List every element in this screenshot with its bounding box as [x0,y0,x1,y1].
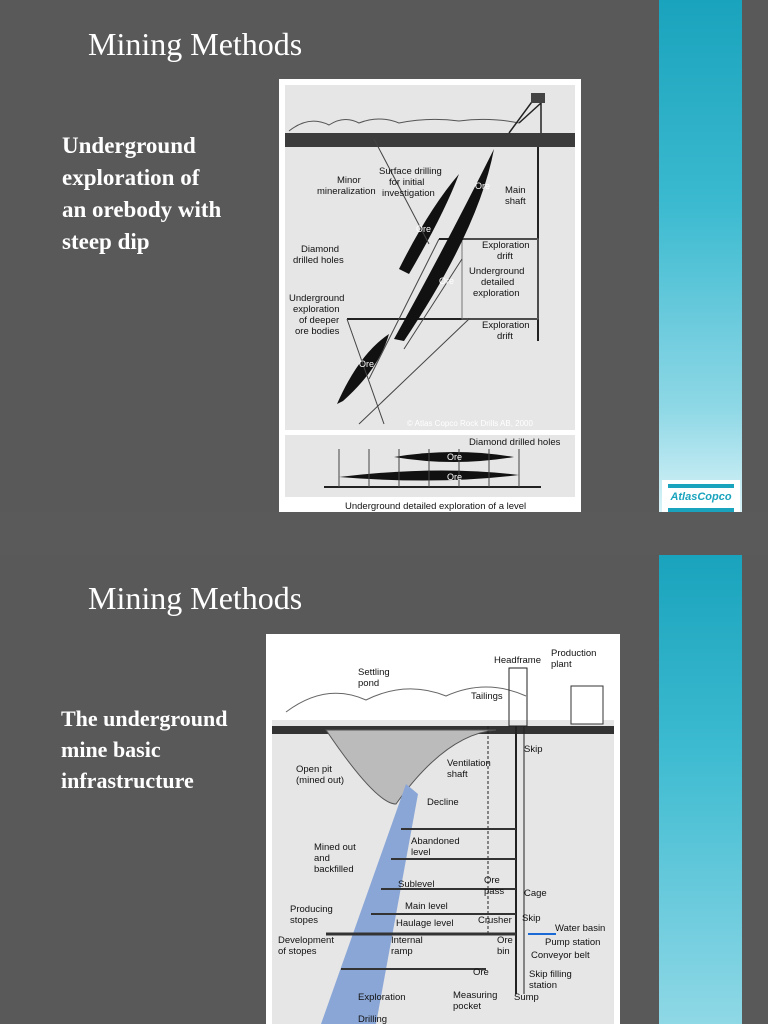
label-ug-detailed: Underground [469,266,525,277]
accent-sidebar [659,555,742,1024]
label-ug-deeper: Underground [289,293,345,304]
label-exploration-drift: Exploration [482,240,530,251]
label-surface-drilling: for initial [389,177,425,188]
figure-caption: Underground detailed exploration of a level [345,501,527,512]
label-conveyor-belt: Conveyor belt [531,950,590,961]
label-internal-ramp: ramp [391,946,413,957]
label-ore: Ore [447,452,463,462]
label-abandoned-level: Abandoned [411,836,460,847]
label-mined-out: backfilled [314,864,354,875]
label-pump-station: Pump station [545,937,601,948]
label-exploration-drift: drift [497,251,513,262]
slide-2-title: Mining Methods [88,580,303,616]
label-headframe: Headframe [494,655,541,666]
label-ug-deeper: ore bodies [295,326,340,337]
label-skip-filling: Skip filling [529,969,572,980]
right-margin [742,0,768,512]
label-development: of stopes [278,946,317,957]
label-crusher: Crusher [478,915,512,926]
label-skip: Skip [522,913,541,924]
label-open-pit: (mined out) [296,775,345,786]
label-producing-stopes: stopes [290,915,318,926]
atlas-copco-logo [662,480,740,512]
label-production-plant: Production [551,648,597,659]
label-ore-pass: pass [484,886,505,897]
subtitle-line: infrastructure [61,768,194,793]
slide-2 [0,555,768,1024]
label-mined-out: Mined out [314,842,356,853]
label-sublevel: Sublevel [398,879,435,890]
label-ore-bin: bin [497,946,510,957]
slide-1-subtitle [62,130,221,258]
label-development: Development [278,935,334,946]
label-internal-ramp: Internal [391,935,423,946]
label-production-plant: plant [551,659,572,670]
label-diamond-drilled: drilled holes [293,255,344,266]
orebody-exploration-figure [279,79,581,512]
label-skip-filling: station [529,980,557,991]
label-ore-pass: Ore [484,875,500,886]
label-surface-drilling: Surface drilling [379,166,442,177]
slide-2-subtitle [61,703,227,796]
label-skip: Skip [524,744,543,755]
slide-gap [0,512,768,555]
subtitle-line: exploration of [62,165,200,190]
label-ug-detailed: exploration [473,288,520,299]
label-measuring-pocket: pocket [453,1001,481,1012]
label-exploration-drift: Exploration [482,320,530,331]
label-cage: Cage [524,888,547,899]
copyright-text: © Atlas Copco Rock Drills AB, 2000 [407,419,533,428]
label-settling-pond: Settling [358,667,390,678]
label-surface-drilling: investigation [382,188,435,199]
label-ore: Ore [359,359,375,369]
subtitle-line: The underground [61,706,228,731]
label-ore: Ore [475,181,491,191]
label-water-basin: Water basin [555,923,606,934]
label-decline: Decline [427,797,459,808]
slide-1-title: Mining Methods [88,26,303,62]
label-minor-mineralization: mineralization [317,186,376,197]
label-abandoned-level: level [411,847,431,858]
label-sump: Sump [514,992,539,1003]
label-tailings: Tailings [471,691,503,702]
label-diamond-drilled: Diamond [301,244,340,255]
label-ug-deeper: of deeper [299,315,340,326]
right-margin [742,555,768,1024]
label-main-shaft: Main [505,185,526,196]
label-drilling: Drilling [358,1014,388,1024]
label-ventilation-shaft: Ventilation [447,758,491,769]
label-ug-deeper: exploration [293,304,340,315]
label-main-level: Main level [405,901,448,912]
subtitle-line: Underground [62,133,196,158]
label-ore: Ore [447,472,463,482]
label-exploration-drift: drift [497,331,513,342]
label-measuring-pocket: Measuring [453,990,498,1001]
label-ore: Ore [439,276,455,286]
label-mined-out: and [314,853,330,864]
label-open-pit: Open pit [296,764,332,775]
subtitle-line: an orebody with [62,197,222,222]
logo-text: AtlasCopco [670,491,732,503]
label-producing-stopes: Producing [290,904,333,915]
subtitle-line: mine basic [61,737,161,762]
label-haulage-level: Haulage level [396,918,454,929]
mine-infrastructure-figure [266,634,620,1024]
label-ug-detailed: detailed [481,277,515,288]
accent-sidebar [659,0,742,512]
label-ore-bin: Ore [497,935,513,946]
label-diamond-drilled-holes: Diamond drilled holes [469,437,561,448]
label-ventilation-shaft: shaft [447,769,468,780]
subtitle-line: steep dip [62,229,150,254]
label-ore: Ore [416,224,432,234]
logo-bar [668,484,734,488]
label-minor-mineralization: Minor [337,175,361,186]
label-main-shaft: shaft [505,196,526,207]
label-ore: Ore [473,967,489,978]
label-settling-pond: pond [358,678,380,689]
label-exploration: Exploration [358,992,406,1003]
